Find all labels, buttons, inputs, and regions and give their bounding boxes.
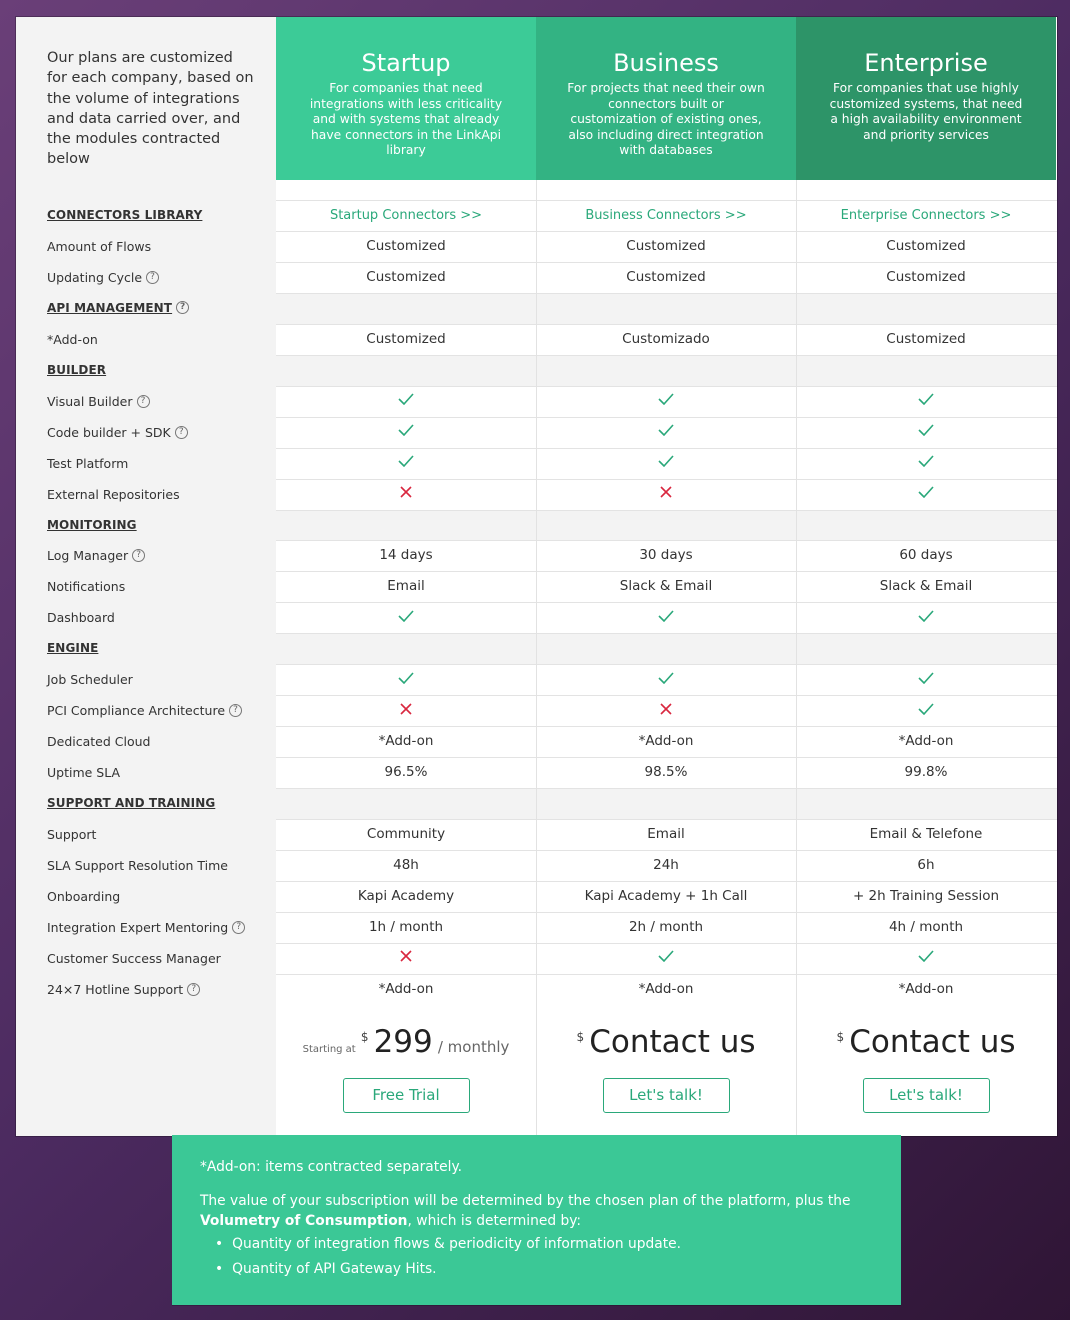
addon-note: *Add-on: items contracted separately. bbox=[200, 1159, 463, 1175]
label-text: *Add-on bbox=[47, 331, 98, 347]
feature-label bbox=[47, 262, 159, 293]
empty-cell bbox=[536, 788, 796, 819]
cell-value: *Add-on bbox=[638, 980, 694, 997]
price-period: / monthly bbox=[437, 1038, 510, 1056]
cross-cell bbox=[536, 695, 796, 726]
label-text: BUILDER bbox=[47, 362, 107, 377]
cell-value: Customized bbox=[626, 268, 706, 285]
label-text: Test Platform bbox=[47, 455, 129, 471]
label-text: MONITORING bbox=[47, 517, 137, 532]
price-line bbox=[276, 1024, 536, 1060]
cell-value: Customized bbox=[366, 330, 446, 347]
check-icon bbox=[398, 424, 414, 436]
check-icon bbox=[918, 703, 934, 715]
cross-cell bbox=[276, 695, 536, 726]
feature-label bbox=[47, 231, 151, 262]
check-icon bbox=[658, 610, 674, 622]
footnote-box bbox=[172, 1135, 901, 1305]
label-text: Integration Expert Mentoring bbox=[47, 919, 229, 935]
plan-description: For companies that use highly customized systems, that need a high availability environment and priority services bbox=[829, 81, 1023, 142]
check-icon bbox=[918, 610, 934, 622]
empty-cell bbox=[276, 788, 536, 819]
subscription-bold: Volumetry of Consumption bbox=[200, 1213, 408, 1229]
help-icon[interactable]: ? bbox=[176, 301, 189, 314]
cell-value: 1h / month bbox=[368, 918, 444, 935]
intro-text: Our plans are customized for each company, based on the volume of integrations and data carried over, and the modules contracted below bbox=[47, 50, 254, 168]
label-text: Visual Builder bbox=[47, 393, 133, 409]
cell-value: Slack & Email bbox=[879, 578, 973, 595]
empty-cell bbox=[536, 510, 796, 541]
cell-value: 6h bbox=[917, 856, 935, 873]
empty-cell bbox=[796, 293, 1056, 324]
plan-name: Enterprise bbox=[864, 49, 988, 77]
label-text: ENGINE bbox=[47, 641, 99, 656]
help-icon[interactable]: ? bbox=[232, 921, 245, 934]
help-icon[interactable]: ? bbox=[146, 271, 159, 284]
check-cell bbox=[276, 664, 536, 695]
cell-value: Customized bbox=[886, 237, 966, 254]
cell-value: Kapi Academy bbox=[357, 887, 455, 904]
section-title bbox=[47, 633, 98, 664]
label-text: Updating Cycle bbox=[47, 269, 143, 285]
help-icon[interactable]: ? bbox=[132, 549, 145, 562]
feature-label bbox=[47, 726, 150, 757]
check-cell bbox=[276, 386, 536, 417]
check-cell bbox=[536, 602, 796, 633]
label-text: Code builder + SDK bbox=[47, 424, 171, 440]
starting-at-label: Starting at bbox=[302, 1044, 356, 1055]
enterprise-connectors-link[interactable]: Enterprise Connectors >> bbox=[840, 208, 1012, 223]
cell-value: Customized bbox=[626, 237, 706, 254]
help-icon[interactable]: ? bbox=[229, 704, 242, 717]
cell-value: 2h / month bbox=[628, 918, 704, 935]
empty-cell bbox=[536, 355, 796, 386]
feature-label bbox=[47, 386, 150, 417]
label-text: Support bbox=[47, 827, 97, 842]
feature-label bbox=[47, 602, 115, 633]
cross-icon bbox=[399, 485, 413, 499]
cell-value: 4h / month bbox=[888, 918, 964, 935]
check-icon bbox=[918, 950, 934, 962]
subscription-prefix: The value of your subscription will be determined by the chosen plan of the platform, plus the bbox=[200, 1193, 851, 1209]
currency-symbol: $ bbox=[836, 1030, 845, 1044]
help-icon[interactable]: ? bbox=[187, 983, 200, 996]
cell-value: *Add-on bbox=[898, 733, 954, 750]
empty-cell bbox=[796, 355, 1056, 386]
plan-description: For projects that need their own connectors built or customization of existing ones, also including direct integration with databases bbox=[567, 81, 765, 157]
check-cell bbox=[536, 943, 796, 974]
subscription-suffix: , which is determined by: bbox=[407, 1213, 582, 1229]
cell-value: 14 days bbox=[379, 547, 433, 564]
plan-header-startup bbox=[276, 17, 536, 180]
section-title bbox=[47, 788, 215, 819]
empty-cell bbox=[536, 293, 796, 324]
cell-value: 24h bbox=[653, 856, 679, 873]
cell-value: Community bbox=[366, 826, 446, 842]
column-divider bbox=[536, 180, 537, 1136]
price-block-business bbox=[536, 1002, 796, 1136]
contact-us-label: Contact us bbox=[589, 1024, 756, 1060]
check-cell bbox=[536, 664, 796, 695]
check-icon bbox=[918, 672, 934, 684]
cell-value: Customized bbox=[366, 268, 446, 285]
cell-value: Customized bbox=[366, 237, 446, 254]
help-icon[interactable]: ? bbox=[175, 426, 188, 439]
cross-icon bbox=[399, 702, 413, 716]
label-text: External Repositories bbox=[47, 486, 180, 502]
label-text: SLA Support Resolution Time bbox=[47, 857, 228, 873]
label-text: Job Scheduler bbox=[47, 672, 133, 688]
price-line bbox=[796, 1024, 1056, 1060]
contact-us-label: Contact us bbox=[849, 1024, 1016, 1060]
currency-symbol: $ bbox=[576, 1030, 585, 1044]
check-icon bbox=[658, 950, 674, 962]
lets-talk-button[interactable]: Let's talk! bbox=[603, 1078, 730, 1113]
pricing-table bbox=[16, 17, 1057, 1136]
feature-label bbox=[47, 664, 133, 695]
cell-value: 98.5% bbox=[644, 764, 688, 781]
check-cell bbox=[796, 386, 1056, 417]
cell-value: *Add-on bbox=[898, 980, 954, 997]
label-text: Amount of Flows bbox=[47, 238, 152, 254]
check-icon bbox=[398, 672, 414, 684]
cell-value: Customized bbox=[886, 268, 966, 285]
cell-value: Customized bbox=[886, 330, 966, 347]
check-cell bbox=[536, 448, 796, 479]
label-text: Dashboard bbox=[47, 610, 115, 626]
empty-cell bbox=[276, 510, 536, 541]
check-icon bbox=[918, 424, 934, 436]
feature-label bbox=[47, 912, 245, 943]
label-text: Dedicated Cloud bbox=[47, 734, 151, 750]
plan-description: For companies that need integrations with less criticality and with systems that already have connectors in the LinkApi library bbox=[309, 81, 503, 157]
price-block-startup bbox=[276, 1002, 536, 1136]
feature-label bbox=[47, 448, 128, 479]
check-cell bbox=[276, 448, 536, 479]
feature-label bbox=[47, 479, 180, 510]
cell-value: 48h bbox=[393, 856, 419, 873]
cell-value: *Add-on bbox=[638, 733, 694, 750]
label-text: API MANAGEMENT bbox=[47, 300, 173, 315]
check-cell bbox=[796, 943, 1056, 974]
check-cell bbox=[796, 602, 1056, 633]
cross-cell bbox=[536, 479, 796, 510]
feature-label bbox=[47, 324, 98, 355]
section-title bbox=[47, 293, 189, 324]
price-block-enterprise bbox=[796, 1002, 1056, 1136]
check-icon bbox=[918, 455, 934, 467]
section-title bbox=[47, 200, 202, 231]
cell-value: 96.5% bbox=[384, 764, 428, 781]
label-text: Notifications bbox=[47, 579, 126, 595]
cell-value: Email & Telefone bbox=[869, 826, 983, 842]
plan-name: Startup bbox=[361, 49, 451, 77]
feature-label bbox=[47, 850, 228, 881]
check-cell bbox=[796, 448, 1056, 479]
cross-icon bbox=[659, 702, 673, 716]
label-text: Log Manager bbox=[47, 548, 129, 564]
cell-value: Email bbox=[387, 578, 425, 595]
column-divider bbox=[796, 180, 797, 1136]
check-cell bbox=[796, 664, 1056, 695]
check-icon bbox=[658, 672, 674, 684]
cell-value: + 2h Training Session bbox=[852, 887, 1000, 904]
check-cell bbox=[536, 386, 796, 417]
check-icon bbox=[658, 424, 674, 436]
label-text: 24×7 Hotline Support bbox=[47, 981, 184, 997]
label-text: SUPPORT AND TRAINING bbox=[47, 796, 216, 811]
feature-label bbox=[47, 417, 188, 448]
list-item: • Quantity of API Gateway Hits. bbox=[215, 1257, 873, 1282]
cross-icon bbox=[659, 485, 673, 499]
feature-label bbox=[47, 757, 120, 788]
check-cell bbox=[796, 479, 1056, 510]
check-cell bbox=[796, 417, 1056, 448]
empty-cell bbox=[276, 633, 536, 664]
check-icon bbox=[398, 455, 414, 467]
section-title bbox=[47, 355, 106, 386]
empty-cell bbox=[276, 355, 536, 386]
currency-symbol: $ bbox=[360, 1030, 369, 1044]
empty-cell bbox=[796, 633, 1056, 664]
label-text: Customer Success Manager bbox=[47, 950, 221, 966]
feature-label bbox=[47, 819, 96, 850]
plan-name: Business bbox=[613, 49, 719, 77]
check-icon bbox=[658, 455, 674, 467]
cross-cell bbox=[276, 943, 536, 974]
cell-value: 99.8% bbox=[904, 764, 948, 781]
plan-header-enterprise bbox=[796, 17, 1056, 180]
label-text: CONNECTORS LIBRARY bbox=[47, 208, 203, 222]
cell-value: Email bbox=[647, 826, 685, 842]
check-cell bbox=[276, 602, 536, 633]
cell-value: 60 days bbox=[899, 547, 953, 564]
help-icon[interactable]: ? bbox=[137, 395, 150, 408]
business-connectors-link[interactable]: Business Connectors >> bbox=[585, 208, 747, 223]
plan-header-business bbox=[536, 17, 796, 180]
check-cell bbox=[276, 417, 536, 448]
empty-cell bbox=[536, 633, 796, 664]
feature-label bbox=[47, 881, 120, 912]
free-trial-button[interactable]: Free Trial bbox=[343, 1078, 470, 1113]
cell-value: Customizado bbox=[622, 330, 710, 347]
startup-connectors-link[interactable]: Startup Connectors >> bbox=[329, 208, 483, 223]
cross-cell bbox=[276, 479, 536, 510]
empty-cell bbox=[796, 510, 1056, 541]
check-cell bbox=[536, 417, 796, 448]
check-icon bbox=[398, 393, 414, 405]
feature-label bbox=[47, 571, 125, 602]
lets-talk-button[interactable]: Let's talk! bbox=[863, 1078, 990, 1113]
list-item: • Quantity of integration flows & periodicity of information update. bbox=[215, 1232, 873, 1257]
cell-value: Slack & Email bbox=[619, 578, 713, 595]
cell-value: *Add-on bbox=[378, 733, 434, 750]
price-line bbox=[536, 1024, 796, 1060]
subscription-note bbox=[200, 1191, 873, 1231]
label-text: PCI Compliance Architecture bbox=[47, 703, 226, 719]
section-title bbox=[47, 510, 137, 541]
check-icon bbox=[658, 393, 674, 405]
price-amount: 299 bbox=[373, 1024, 433, 1060]
volumetry-list bbox=[200, 1232, 873, 1282]
feature-label bbox=[47, 974, 200, 1005]
check-icon bbox=[918, 393, 934, 405]
feature-label bbox=[47, 943, 221, 974]
label-text: Onboarding bbox=[47, 888, 121, 904]
feature-label bbox=[47, 540, 145, 571]
cross-icon bbox=[399, 949, 413, 963]
cell-value: *Add-on bbox=[378, 980, 434, 997]
feature-label bbox=[47, 695, 242, 726]
cell-value: Kapi Academy + 1h Call bbox=[584, 887, 748, 904]
empty-cell bbox=[796, 788, 1056, 819]
check-cell bbox=[796, 695, 1056, 726]
label-text: Uptime SLA bbox=[47, 765, 121, 781]
cell-value: 30 days bbox=[639, 547, 693, 564]
check-icon bbox=[398, 610, 414, 622]
check-icon bbox=[918, 486, 934, 498]
empty-cell bbox=[276, 293, 536, 324]
